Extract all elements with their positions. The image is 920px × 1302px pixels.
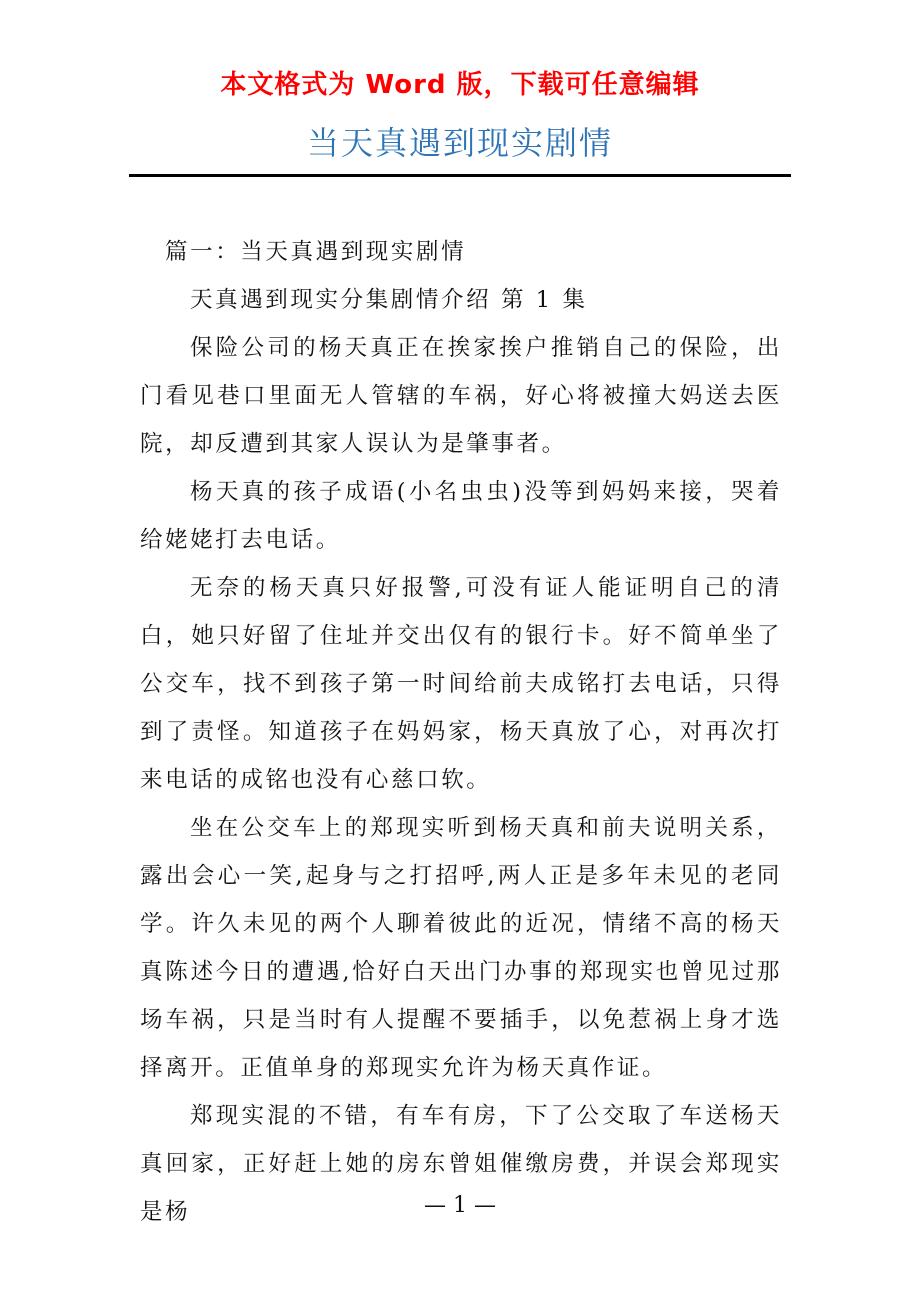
paragraph: 郑现实混的不错，有车有房，下了公交取了车送杨天真回家，正好赶上她的房东曾姐催缴房费，并误会郑现实是杨: [140, 1103, 782, 1225]
paragraph: 无奈的杨天真只好报警,可没有证人能证明自己的清白，她只好留了住址并交出仅有的银行卡。好不简单坐了公交车，找不到孩子第一时间给前夫成铭打去电话，只得到了责怪。知道孩子在妈妈家，杨天真放了心，对再次打来电话的成铭也没有心慈口软。: [140, 575, 782, 793]
paragraph: 保险公司的杨天真正在挨家挨户推销自己的保险，出门看见巷口里面无人管辖的车祸，好心将被撞大妈送去医院，却反遭到其家人误认为是肇事者。: [140, 335, 782, 457]
subheading: 天真遇到现实分集剧情介绍 第 1 集: [190, 287, 588, 313]
paragraph: 坐在公交车上的郑现实听到杨天真和前夫说明关系，露出会心一笑,起身与之打招呼,两人正是多年未见的老同学。许久未见的两个人聊着彼此的近况，情绪不高的杨天真陈述今日的遭遇,恰好白天出门办事的郑现实也曾见过那场车祸，只是当时有人提醒不要插手，以免惹祸上身才选择离开。正值单身的郑现实允许为杨天真作证。: [140, 815, 782, 1081]
document-body: [140, 228, 782, 1236]
section-heading: 篇一：当天真遇到现实剧情: [165, 239, 467, 265]
paragraph: 杨天真的孩子成语(小名虫虫)没等到妈妈来接，哭着给姥姥打去电话。: [140, 479, 782, 553]
title-divider: [129, 174, 791, 177]
format-notice: 本文格式为 Word 版，下载可任意编辑: [220, 70, 700, 100]
page-number: — 1 —: [424, 1193, 496, 1218]
document-title: 当天真遇到现实剧情: [306, 124, 613, 162]
